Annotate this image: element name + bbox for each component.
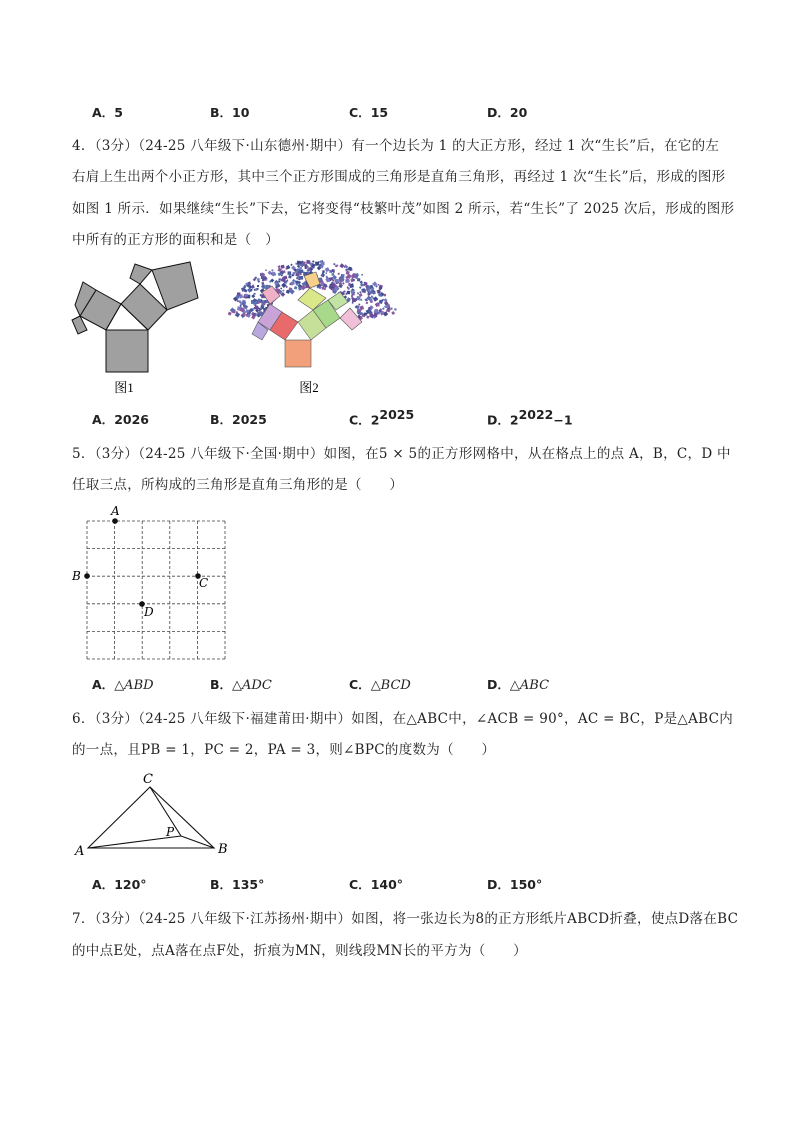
q4-option-c[interactable]: C．$2^{2025}$ bbox=[349, 407, 415, 428]
triangle-figure bbox=[70, 768, 240, 860]
q5-option-a[interactable]: A．△ABD bbox=[92, 677, 154, 693]
q6-stem-line-2: 的一点，且PB = 1，PC = 2，PA = 3，则∠BPC的度数为（ ） bbox=[72, 742, 496, 758]
grid-point-b-label: B bbox=[72, 569, 81, 583]
q6-option-a[interactable]: A．120° bbox=[92, 877, 147, 892]
q5-stem-line-1: 5．（3分）（24-25 八年级下·全国·期中）如图，在5 × 5的正方形网格中，从在格点上的点 A，B，C，D 中 bbox=[72, 446, 731, 462]
q4-stem-line-4: 中所有的正方形的面积和是（ ） bbox=[72, 232, 279, 248]
q4-stem-line-1: 4．（3分）（24-25 八年级下·山东德州·期中）有一个边长为 1 的大正方形，经过 1 次“生长”后，在它的左 bbox=[72, 138, 720, 154]
grid-point-c-label: C bbox=[199, 576, 209, 590]
fig1-caption: 图1 bbox=[114, 380, 134, 395]
fig2-caption: 图2 bbox=[299, 380, 319, 395]
q6-option-c[interactable]: C．140° bbox=[349, 877, 404, 892]
pythagoras-tree-figure-2 bbox=[232, 258, 402, 403]
q3-option-c[interactable]: C．15 bbox=[349, 105, 389, 120]
q4-option-a[interactable]: A．2026 bbox=[92, 412, 149, 427]
q5-option-d[interactable]: D．△ABC bbox=[487, 677, 550, 693]
triangle-vertex-c-label: C bbox=[143, 772, 153, 787]
q5-option-b[interactable]: B．△ADC bbox=[210, 677, 272, 693]
grid-point-d-label: D bbox=[144, 605, 154, 619]
q4-stem-line-3: 如图 1 所示．如果继续“生长”下去，它将变得“枝繁叶茂”如图 2 所示，若“生长”了 2025 次后，形成的图形 bbox=[72, 201, 735, 217]
triangle-vertex-b-label: B bbox=[218, 842, 228, 857]
q5-stem-line-2: 任取三点，所构成的三角形是直角三角形的是（ ） bbox=[72, 477, 404, 493]
q6-option-d[interactable]: D．150° bbox=[487, 877, 543, 892]
q7-stem-line-2: 的中点E处，点A落在点F处，折痕为MN，则线段MN长的平方为（ ） bbox=[72, 943, 527, 959]
q6-stem-line-1: 6．（3分）（24-25 八年级下·福建莆田·期中）如图，在△ABC中，∠ACB = 90°，AC = BC，P是△ABC内 bbox=[72, 711, 734, 727]
q6-option-b[interactable]: B．135° bbox=[210, 877, 265, 892]
grid-figure bbox=[66, 502, 236, 664]
triangle-point-p-label: P bbox=[166, 825, 175, 839]
q3-option-b[interactable]: B．10 bbox=[210, 105, 250, 120]
q5-option-c[interactable]: C．△BCD bbox=[349, 677, 411, 693]
q4-option-b[interactable]: B．2025 bbox=[210, 412, 267, 427]
grid-point-a-label: A bbox=[111, 504, 120, 518]
q4-option-d[interactable]: D．$2^{2022}-1$ bbox=[487, 407, 573, 428]
pythagoras-tree-figure-1 bbox=[66, 258, 226, 403]
q7-stem-line-1: 7．（3分）（24-25 八年级下·江苏扬州·期中）如图，将一张边长为8的正方形纸片ABCD折叠，使点D落在BC bbox=[72, 911, 739, 927]
q4-stem-line-2: 右肩上生出两个小正方形，其中三个正方形围成的三角形是直角三角形，再经过 1 次“生长”后，形成的图形 bbox=[72, 169, 726, 185]
triangle-vertex-a-label: A bbox=[75, 844, 85, 859]
q3-option-a[interactable]: A．5 bbox=[92, 105, 123, 120]
q3-option-d[interactable]: D．20 bbox=[487, 105, 528, 120]
dashed-grid bbox=[87, 521, 225, 659]
